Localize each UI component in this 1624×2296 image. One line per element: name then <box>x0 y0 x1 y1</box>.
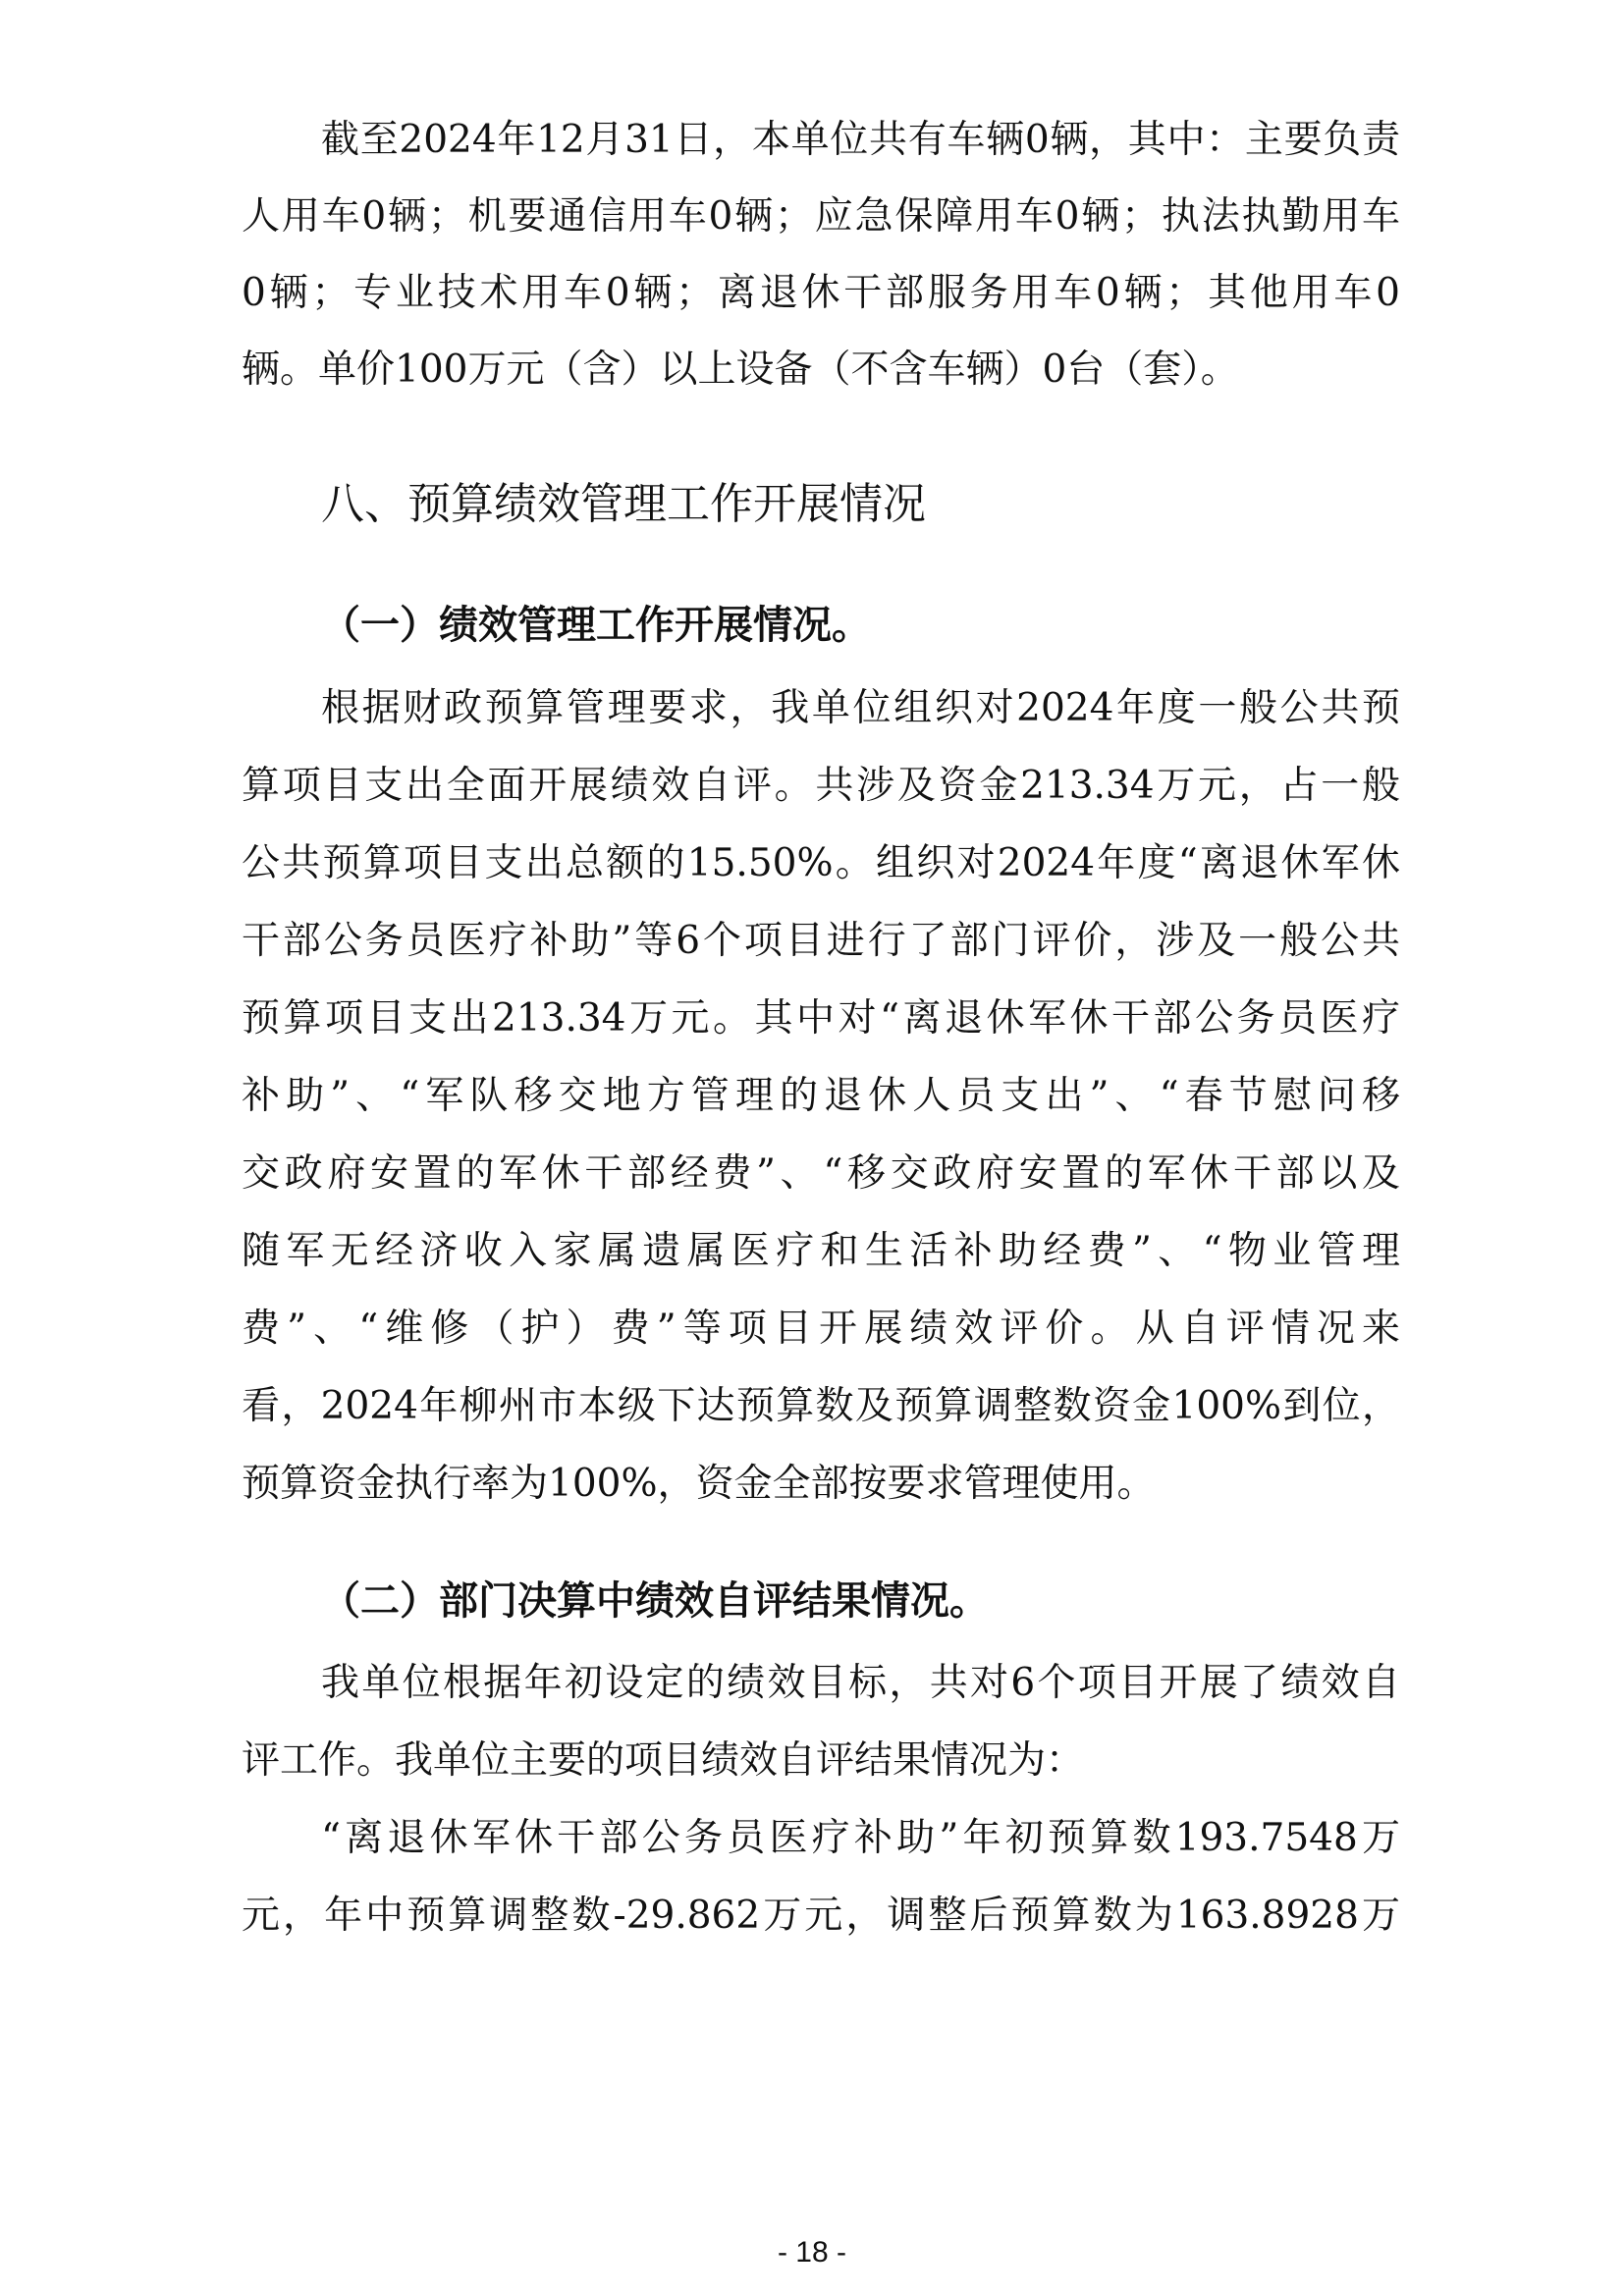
subsection-title: （一）绩效管理工作开展情况。 <box>321 603 871 648</box>
paragraph-line: 补助”、“军队移交地方管理的退休人员支出”、“春节慰问移 <box>242 1074 1400 1118</box>
paragraph-line: 交政府安置的军休干部经费”、“移交政府安置的军休干部以及 <box>242 1151 1400 1196</box>
paragraph-line: “离退休军休干部公务员医疗补助”年初预算数193.7548万 <box>321 1816 1400 1860</box>
paragraph-line: 辆。单价100万元（含）以上设备（不含车辆）0台（套）。 <box>242 347 1239 392</box>
paragraph-line: 干部公务员医疗补助”等6个项目进行了部门评价，涉及一般公共 <box>242 919 1400 963</box>
paragraph-line: 公共预算项目支出总额的15.50%。组织对2024年度“离退休军休 <box>242 841 1400 885</box>
paragraph-line: 费”、“维修（护）费”等项目开展绩效评价。从自评情况来 <box>242 1307 1400 1351</box>
section-heading: 八、预算绩效管理工作开展情况 <box>321 479 926 529</box>
paragraph-line: 我单位根据年初设定的绩效目标，共对6个项目开展了绩效自 <box>321 1661 1400 1705</box>
paragraph-line: 人用车0辆；机要通信用车0辆；应急保障用车0辆；执法执勤用车 <box>242 194 1400 239</box>
paragraph-line: 算项目支出全面开展绩效自评。共涉及资金213.34万元，占一般 <box>242 764 1400 808</box>
paragraph-line: 截至2024年12月31日，本单位共有车辆0辆，其中：主要负责 <box>321 118 1400 162</box>
paragraph-line: 随军无经济收入家属遗属医疗和生活补助经费”、“物业管理 <box>242 1229 1400 1273</box>
paragraph-line: 元，年中预算调整数-29.862万元，调整后预算数为163.8928万 <box>242 1894 1400 1938</box>
subsection-title: （二）部门决算中绩效自评结果情况。 <box>321 1578 989 1624</box>
paragraph-line: 预算项目支出213.34万元。其中对“离退休军休干部公务员医疗 <box>242 996 1400 1041</box>
paragraph-line: 评工作。我单位主要的项目绩效自评结果情况为： <box>242 1738 1085 1783</box>
paragraph-line: 根据财政预算管理要求，我单位组织对2024年度一般公共预 <box>321 686 1400 730</box>
paragraph-line: 看，2024年柳州市本级下达预算数及预算调整数资金100%到位， <box>242 1384 1400 1428</box>
page-number: - 18 - <box>777 2236 847 2269</box>
paragraph-line: 预算资金执行率为100%，资金全部按要求管理使用。 <box>242 1462 1156 1506</box>
paragraph-line: 0辆；专业技术用车0辆；离退休干部服务用车0辆；其他用车0 <box>242 271 1400 315</box>
